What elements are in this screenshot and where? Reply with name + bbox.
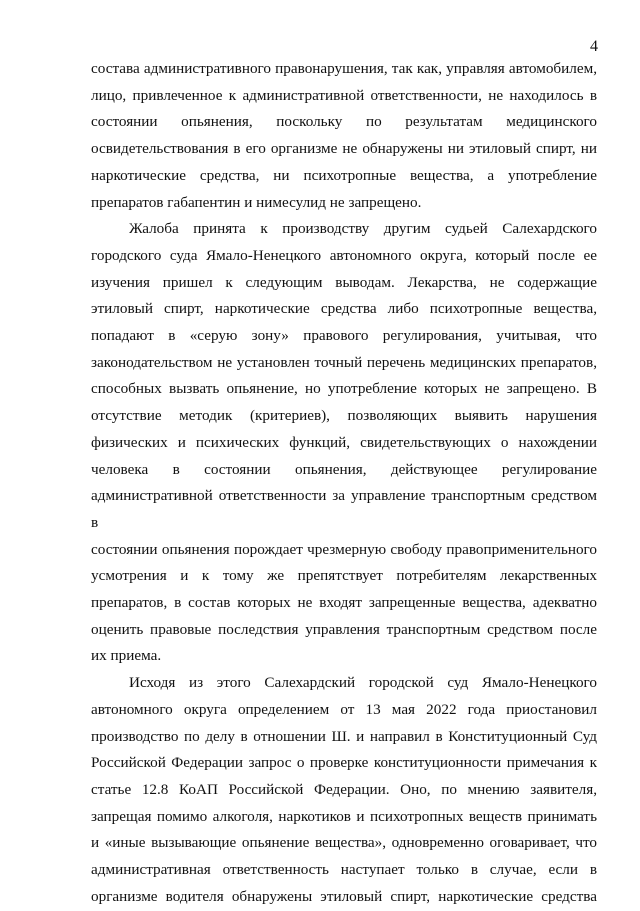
text-line: способных вызвать опьянение, но употребление которых не запрещено. В [91, 380, 597, 398]
body-text [91, 56, 597, 911]
paragraph-1 [91, 56, 597, 216]
text-line: состава административного правонарушения, так как, управляя автомобилем, [91, 60, 597, 77]
text-line: освидетельствования в его организме не обнаружены ни этиловый спирт, ни [91, 140, 597, 158]
text-line: этиловый спирт, наркотические средства либо психотропные вещества, [91, 300, 597, 318]
text-line: административная ответственность наступает только в случае, если в [91, 861, 597, 879]
text-line: их приема. [91, 647, 162, 665]
text-line: оценить правовые последствия управления транспортным средством после [91, 620, 597, 638]
text-line: административной ответственности за управление транспортным средством в [91, 487, 597, 531]
text-line: законодательством не установлен точный перечень медицинских препаратов, [91, 353, 597, 371]
text-line: препаратов, в состав которых не входят запрещенные вещества, адекватно [91, 594, 597, 612]
text-line: городского суда Ямало-Ненецкого автономного округа, который после ее [91, 246, 597, 264]
text-line: Исходя из этого Салехардский городской суд Ямало-Ненецкого [129, 674, 597, 692]
text-line: и «иные вызывающие опьянение вещества», одновременно оговаривает, что [91, 834, 597, 852]
paragraph-3 [91, 670, 597, 910]
paragraph-2 [91, 216, 597, 670]
text-line: изучения пришел к следующим выводам. Лекарства, не содержащие [91, 273, 597, 291]
text-line: автономного округа определением от 13 мая 2022 года приостановил [91, 700, 597, 718]
text-line: Жалоба принята к производству другим судьей Салехардского [129, 220, 597, 238]
text-line: производство по делу в отношении Ш. и направил в Конституционный Суд [91, 727, 597, 745]
text-line: усмотрения и к тому же препятствует потребителям лекарственных [91, 567, 597, 585]
text-line: статье 12.8 КоАП Российской Федерации. Оно, по мнению заявителя, [91, 780, 597, 798]
text-line: состоянии опьянения порождает чрезмерную свободу правоприменительного [91, 540, 597, 558]
text-line: человека в состоянии опьянения, действующее регулирование [91, 460, 597, 478]
text-line: лицо, привлеченное к административной ответственности, не находилось в [91, 86, 597, 104]
text-line: попадают в «серую зону» правового регулирования, учитывая, что [91, 327, 597, 345]
page-number: 4 [590, 38, 598, 55]
text-line: наркотические средства, ни психотропные вещества, а употребление [91, 166, 597, 184]
text-line: отсутствие методик (критериев), позволяющих выявить нарушения [91, 407, 597, 425]
text-line: организме водителя обнаружены этиловый спирт, наркотические средства [91, 887, 597, 905]
text-line: состоянии опьянения, поскольку по результатам медицинского [91, 113, 597, 131]
text-line: Российской Федерации запрос о проверке конституционности примечания к [91, 754, 597, 772]
text-line: запрещая помимо алкоголя, наркотиков и психотропных веществ принимать [91, 807, 597, 825]
text-line: препаратов габапентин и нимесулид не запрещено. [91, 193, 422, 211]
text-line: физических и психических функций, свидетельствующих о нахождении [91, 433, 597, 451]
